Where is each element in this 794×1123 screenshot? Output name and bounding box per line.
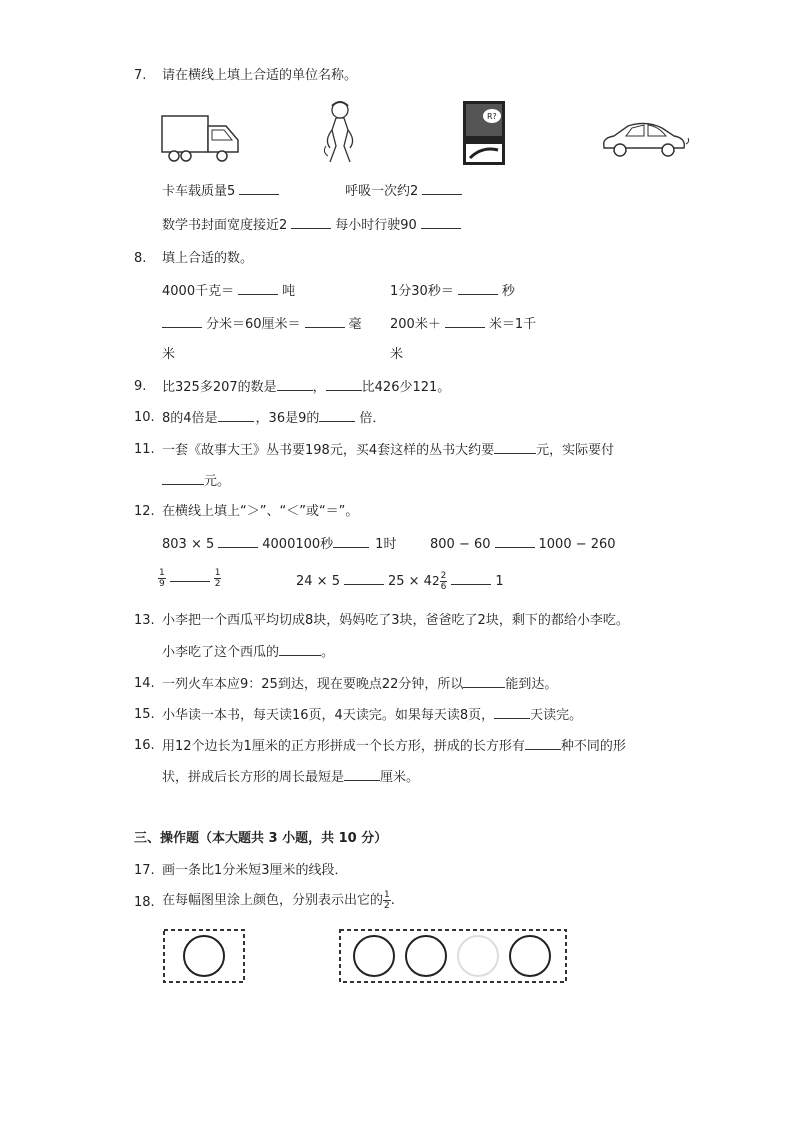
- q9-blank-1[interactable]: [277, 378, 313, 391]
- q7-prompt: 请在横线上填上合适的单位名称。: [162, 68, 358, 83]
- q8-number: 8.: [134, 251, 147, 266]
- q18-number: 18.: [134, 895, 155, 910]
- q12-blank-f[interactable]: [451, 572, 491, 585]
- q12-blank-e[interactable]: [344, 572, 384, 585]
- q13-text-line1: 小李把一个西瓜平均切成8块，妈妈吃了3块，爸爸吃了2块，剩下的都给小李吃。: [162, 613, 629, 628]
- q7-line1-left: 卡车载质量5: [162, 182, 283, 201]
- q13-number: 13.: [134, 613, 155, 628]
- q18-figure-four-circles[interactable]: [338, 928, 568, 984]
- q14-number: 14.: [134, 676, 155, 691]
- q10-blank-1[interactable]: [218, 409, 254, 422]
- svg-text:R?: R?: [487, 112, 497, 121]
- q13-text-line2: 小李吃了这个西瓜的 。: [162, 645, 335, 660]
- q9-number: 9.: [134, 379, 147, 394]
- q8-item-b: 1分30秒＝ 秒: [390, 284, 515, 299]
- q14-blank[interactable]: [463, 675, 505, 688]
- q12-row2-e: 24 × 5 25 × 42 $\frac{2}{6}$ 1: [296, 571, 504, 592]
- q8-blank-b[interactable]: [458, 282, 498, 295]
- q14-text: 一列火车本应9：25到达，现在要晚点22分钟，所以 能到达。: [162, 677, 558, 692]
- q16-blank-1[interactable]: [525, 737, 561, 750]
- q16-text-line1: 用12个边长为1厘米的正方形拼成一个长方形，拼成的长方形有 种不同的形: [162, 739, 626, 754]
- section-3-title: 三、操作题（本大题共 3 小题，共 10 分）: [134, 831, 388, 846]
- q16-number: 16.: [134, 738, 155, 753]
- q8-prompt: 填上合适的数。: [162, 251, 254, 266]
- fraction-1-2: $\frac{1}{2}$: [214, 568, 221, 589]
- q15-text: 小华读一本书，每天读16页，4天读完。如果每天读8页， 天读完。: [162, 708, 583, 723]
- fraction-1-2-q18: $\frac{1}{2}$: [384, 890, 390, 911]
- q10-number: 10.: [134, 410, 155, 425]
- truck-icon: [160, 112, 242, 164]
- q13-blank[interactable]: [279, 643, 321, 656]
- q18-figure-single-circle[interactable]: [162, 928, 246, 984]
- q7-number: 7.: [134, 68, 147, 83]
- fraction-2-6: $\frac{2}{6}$: [440, 571, 447, 592]
- q7-blank-4[interactable]: [421, 216, 461, 229]
- q11-text-line1: 一套《故事大王》丛书要198元，买4套这样的丛书大约要 元，实际要付: [162, 443, 615, 458]
- q9-blank-2[interactable]: [326, 378, 362, 391]
- q12-row1-c: 800 − 60 1000 − 260: [430, 537, 616, 552]
- q12-row1: 803 × 5 4000100秒 1时: [162, 537, 397, 552]
- q8-blank-a[interactable]: [238, 282, 278, 295]
- q12-blank-d[interactable]: [170, 569, 210, 582]
- q18-text: 在每幅图里涂上颜色，分别表示出它的 $\frac{1}{2}$ .: [162, 890, 395, 911]
- q8-blank-c1[interactable]: [162, 315, 202, 328]
- q17-number: 17.: [134, 863, 155, 878]
- q12-blank-b[interactable]: [333, 535, 369, 548]
- q11-text-line2: 元。: [162, 472, 230, 491]
- q8-blank-d[interactable]: [445, 315, 485, 328]
- q8-item-c-wrap: 米: [162, 347, 176, 362]
- q12-blank-a[interactable]: [218, 535, 258, 548]
- breathing-person-icon: [318, 100, 362, 166]
- q16-text-line2: 状，拼成后长方形的周长最短是 厘米。: [162, 770, 420, 785]
- q8-item-d-wrap: 米: [390, 347, 404, 362]
- q15-number: 15.: [134, 707, 155, 722]
- q7-blank-2[interactable]: [422, 182, 462, 195]
- q10-blank-2[interactable]: [319, 409, 355, 422]
- q8-blank-c2[interactable]: [305, 315, 345, 328]
- q10-text: 8的4倍是 ，36是9的 倍．: [162, 411, 386, 426]
- q9-text: 比325多207的数是 ， 比426少121。: [162, 380, 451, 395]
- q11-blank-2[interactable]: [162, 472, 204, 485]
- fraction-1-9: $\frac{1}{9}$: [159, 568, 165, 589]
- q12-row2-fractions: [158, 568, 221, 590]
- q8-item-c: 分米＝60厘米＝ 毫: [162, 315, 362, 334]
- q8-item-a: 4000千克＝ 吨: [162, 284, 296, 299]
- q7-line1-right: 呼吸一次约2: [345, 182, 466, 201]
- q7-line2: 数学书封面宽度接近2 每小时行驶90: [162, 216, 465, 235]
- q8-item-d: 200米＋ 米＝1千: [390, 317, 537, 332]
- q7-blank-3[interactable]: [291, 216, 331, 229]
- q17-text: 画一条比1分米短3厘米的线段．: [162, 863, 348, 878]
- car-icon: [600, 118, 692, 160]
- q15-blank[interactable]: [494, 706, 530, 719]
- q11-number: 11.: [134, 442, 155, 457]
- q16-blank-2[interactable]: [344, 768, 380, 781]
- q12-blank-c[interactable]: [495, 535, 535, 548]
- q12-number: 12.: [134, 504, 155, 519]
- q11-blank-1[interactable]: [494, 441, 536, 454]
- q7-blank-1[interactable]: [239, 182, 279, 195]
- math-book-icon: [462, 100, 506, 166]
- q12-prompt: 在横线上填上“＞”、“＜”或“＝”。: [162, 504, 359, 519]
